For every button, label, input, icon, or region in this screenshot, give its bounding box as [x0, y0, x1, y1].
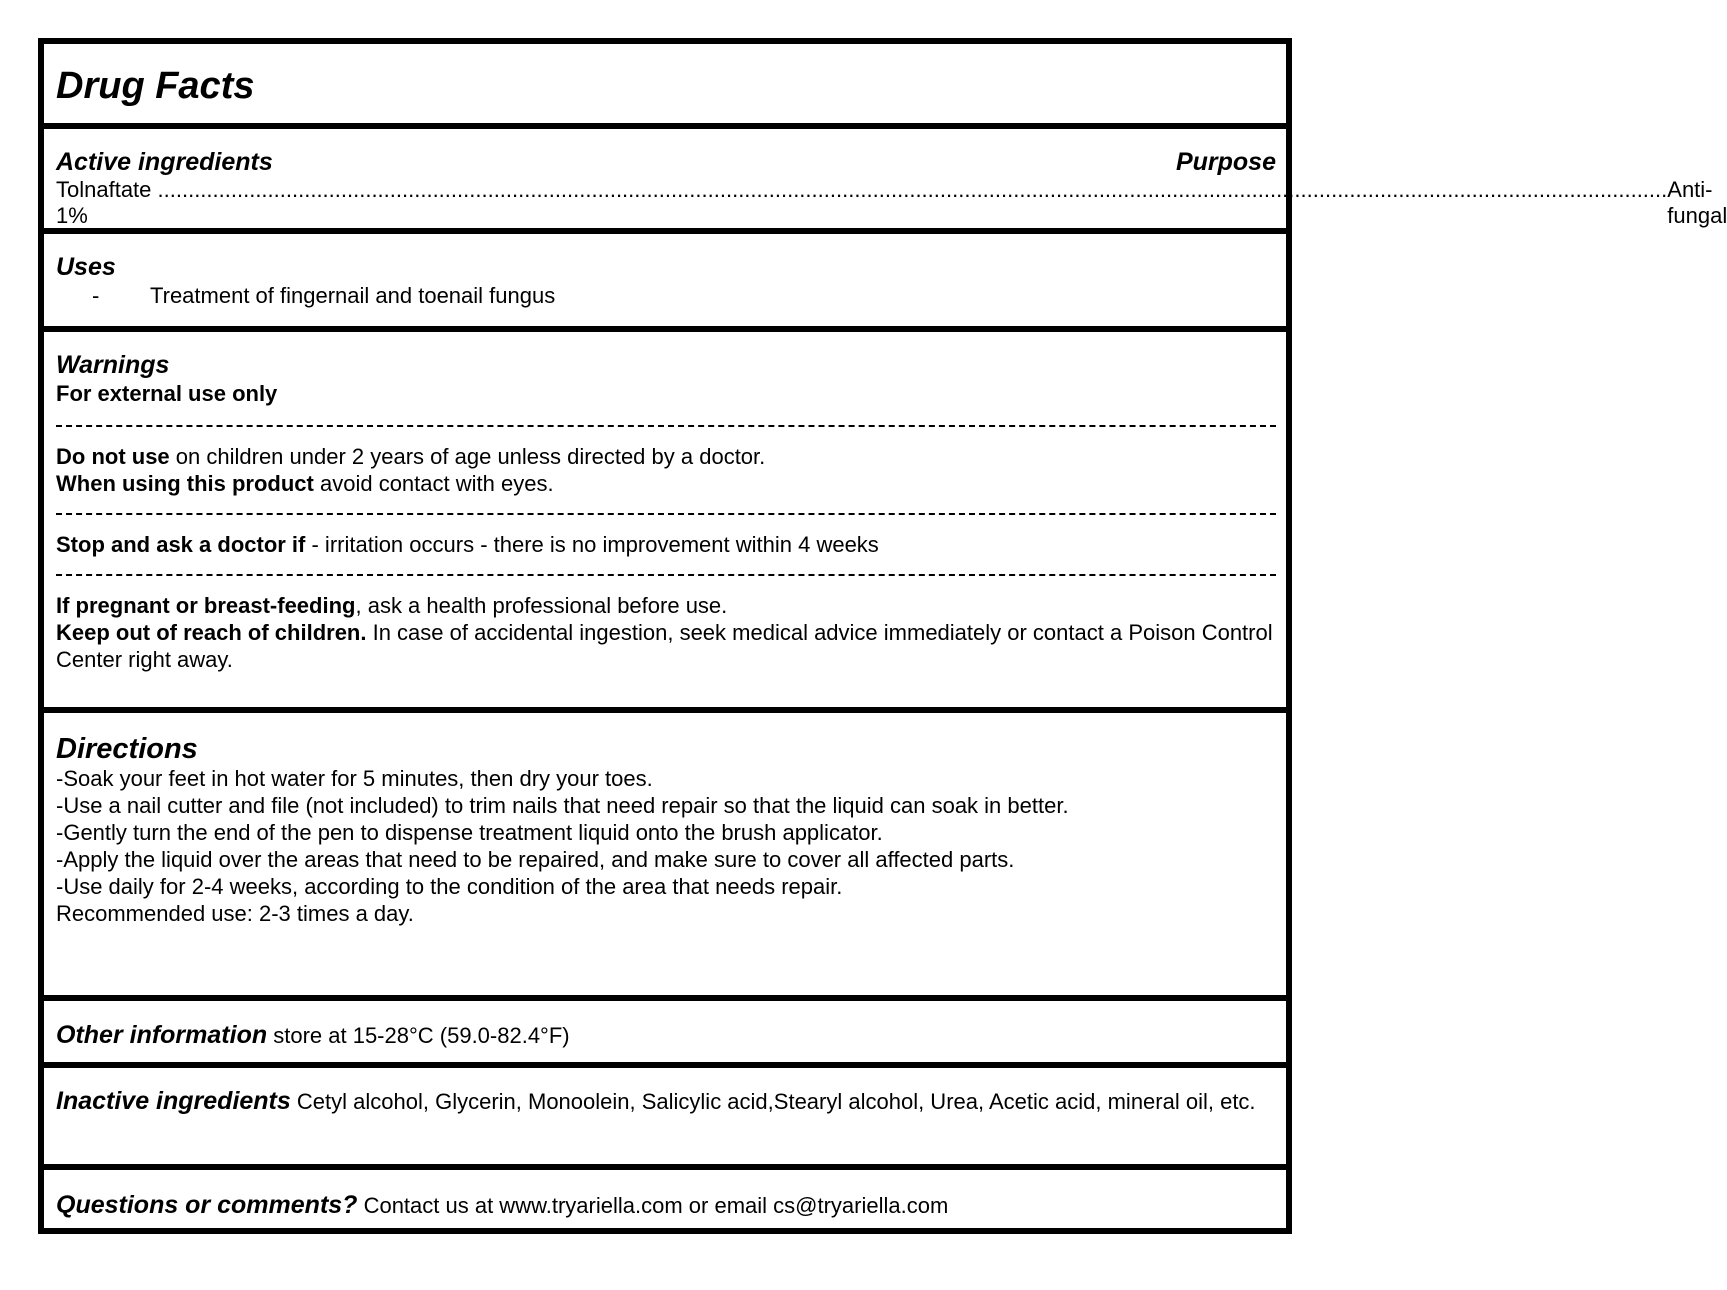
directions-line: -Use daily for 2-4 weeks, according to the condition of the area that needs repair.: [56, 874, 843, 899]
leader-dots: .......................................................................................................................................................................................................................................................: [151, 177, 1668, 202]
divider: [44, 228, 1286, 234]
pregnant-label: If pregnant or breast-feeding: [56, 593, 356, 618]
keep-out-line: [56, 619, 1276, 673]
inactive-ingredients-line: [56, 1088, 1276, 1115]
other-info-text: store at 15-28°C (59.0-82.4°F): [267, 1023, 570, 1048]
divider: [44, 707, 1286, 713]
purpose-heading: Purpose: [1175, 148, 1276, 176]
other-info-section: [44, 1020, 1286, 1050]
divider: [44, 123, 1286, 129]
warnings-heading: Warnings: [56, 351, 170, 379]
pregnant-line: [56, 592, 1276, 619]
directions-heading: Directions: [56, 733, 198, 765]
ingredient-purpose: Anti-fungal: [1667, 177, 1727, 228]
warnings-section: [44, 350, 1286, 673]
inactive-ingredients-text: Cetyl alcohol, Glycerin, Monoolein, Salicylic acid,Stearyl alcohol, Urea, Acetic acid, mineral oil, etc.: [290, 1089, 1256, 1114]
drug-facts-panel: [38, 38, 1727, 1234]
directions-line: -Soak your feet in hot water for 5 minutes, then dry your toes.: [56, 766, 653, 791]
page-title: Drug Facts: [56, 65, 255, 107]
dashed-divider: [56, 425, 1276, 429]
directions-section: [44, 733, 1286, 927]
divider: [44, 326, 1286, 332]
questions-line: [56, 1190, 1276, 1220]
title-section: [44, 64, 1286, 108]
when-using-label: When using this product: [56, 471, 314, 496]
questions-text: Contact us at www.tryariella.com or email cs@tryariella.com: [357, 1193, 949, 1218]
uses-item-text: Treatment of fingernail and toenail fungus: [150, 283, 556, 308]
stop-ask-label: Stop and ask a doctor if: [56, 532, 306, 557]
pregnant-text: , ask a health professional before use.: [355, 593, 728, 618]
dashed-divider: [56, 513, 1276, 517]
keep-out-text: In case of accidental ingestion, seek medical advice immediately or contact a Poison Control Center right away.: [56, 620, 1273, 672]
directions-line: Recommended use: 2-3 times a day.: [56, 901, 414, 926]
active-ingredients-heading: Active ingredients: [56, 148, 273, 176]
questions-section: [44, 1190, 1286, 1220]
questions-label: Questions or comments?: [56, 1191, 358, 1219]
when-using-text: avoid contact with eyes.: [313, 471, 554, 496]
directions-line: -Apply the liquid over the areas that need to be repaired, and make sure to cover all affected parts.: [56, 847, 1015, 872]
other-info-label: Other information: [56, 1021, 268, 1049]
inactive-ingredients-label: Inactive ingredients: [56, 1087, 291, 1115]
do-not-use-line: [56, 443, 1276, 470]
divider: [44, 1164, 1286, 1170]
when-using-line: [56, 470, 1276, 497]
external-use-text: For external use only: [56, 381, 278, 406]
ingredient-row: [56, 177, 1727, 229]
keep-out-label: Keep out of reach of children.: [56, 620, 367, 645]
do-not-use-label: Do not use: [56, 444, 170, 469]
active-ingredients-section: [44, 147, 1727, 229]
ingredient-name: Tolnaftate 1%: [56, 177, 152, 228]
divider: [44, 1062, 1286, 1068]
directions-line: -Gently turn the end of the pen to dispense treatment liquid onto the brush applicator.: [56, 820, 883, 845]
do-not-use-text: on children under 2 years of age unless directed by a doctor.: [169, 444, 766, 469]
inactive-ingredients-section: [44, 1088, 1286, 1115]
bullet-dash: -: [92, 283, 100, 308]
uses-heading: Uses: [56, 253, 116, 281]
stop-ask-line: [56, 531, 1276, 558]
directions-line: -Use a nail cutter and file (not included) to trim nails that need repair so that the liquid can soak in better.: [56, 793, 1069, 818]
other-info-line: [56, 1020, 1276, 1050]
uses-item: [56, 282, 1276, 309]
dashed-divider: [56, 574, 1276, 578]
stop-ask-text: - irritation occurs - there is no improvement within 4 weeks: [305, 532, 879, 557]
uses-section: [44, 252, 1286, 309]
divider: [44, 995, 1286, 1001]
